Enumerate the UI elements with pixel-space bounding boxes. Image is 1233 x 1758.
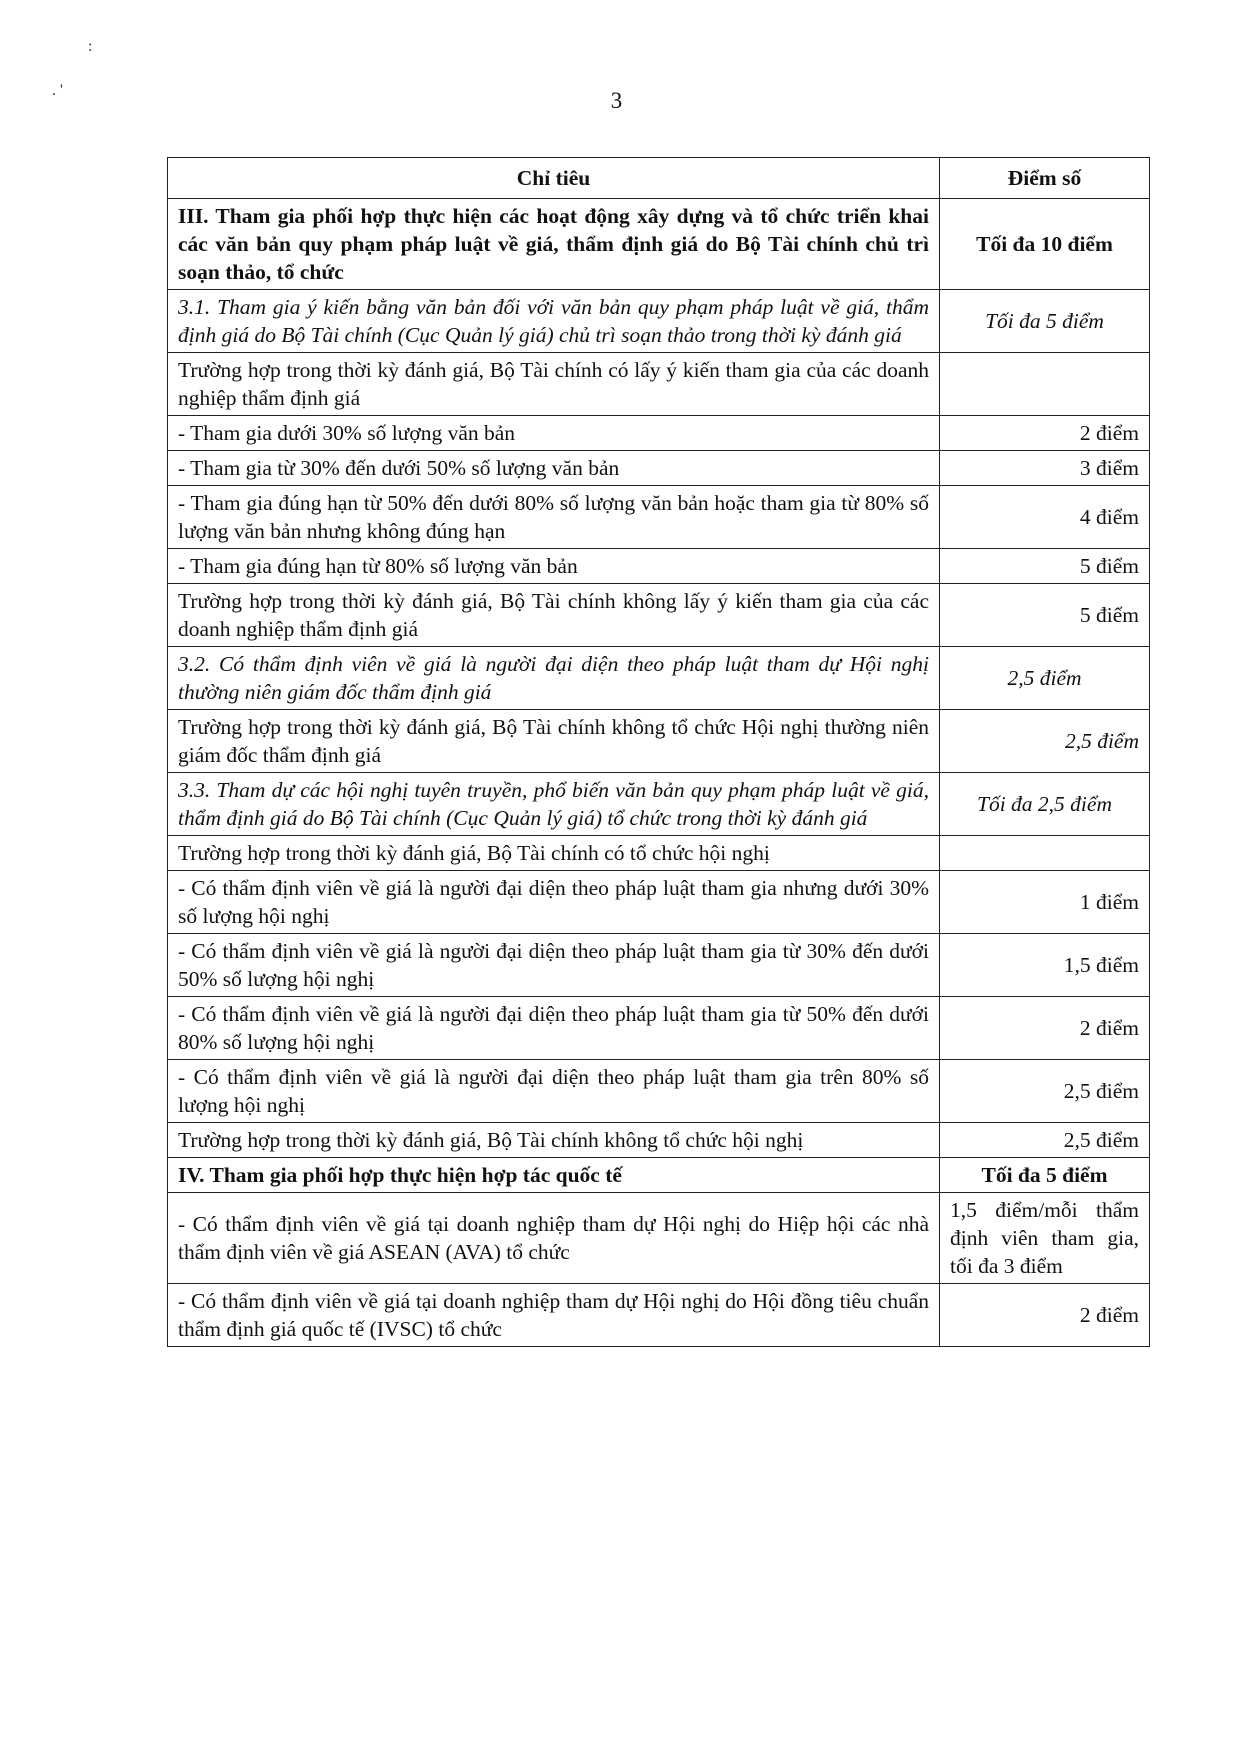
table-row (168, 353, 1150, 416)
criterion-cell: - Có thẩm định viên về giá là người đại diện theo pháp luật tham gia từ 50% đến dưới 80% số lượng hội nghị (168, 997, 940, 1060)
score-cell: 2 điểm (940, 416, 1150, 451)
criterion-cell: - Có thẩm định viên về giá là người đại diện theo pháp luật tham gia nhưng dưới 30% số lượng hội nghị (168, 871, 940, 934)
criterion-cell: - Tham gia từ 30% đến dưới 50% số lượng văn bản (168, 451, 940, 486)
criterion-cell: - Có thẩm định viên về giá tại doanh nghiệp tham dự Hội nghị do Hiệp hội các nhà thẩm định viên về giá ASEAN (AVA) tổ chức (168, 1193, 940, 1284)
score-cell: Tối đa 2,5 điểm (940, 773, 1150, 836)
score-cell: 2 điểm (940, 997, 1150, 1060)
score-cell: 3 điểm (940, 451, 1150, 486)
criterion-cell: 3.2. Có thẩm định viên về giá là người đại diện theo pháp luật tham dự Hội nghị thường niên giám đốc thẩm định giá (168, 647, 940, 710)
score-cell: 2,5 điểm (940, 647, 1150, 710)
criterion-cell: - Tham gia đúng hạn từ 80% số lượng văn bản (168, 549, 940, 584)
section-row (168, 1158, 1150, 1193)
score-cell (940, 836, 1150, 871)
header-criterion: Chỉ tiêu (168, 158, 940, 199)
score-cell: 4 điểm (940, 486, 1150, 549)
criterion-cell: - Có thẩm định viên về giá là người đại diện theo pháp luật tham gia trên 80% số lượng hội nghị (168, 1060, 940, 1123)
subsection-row (168, 290, 1150, 353)
score-cell: 1,5 điểm (940, 934, 1150, 997)
table-row (168, 1123, 1150, 1158)
scan-speck: : (88, 38, 93, 55)
criterion-cell: Trường hợp trong thời kỳ đánh giá, Bộ Tài chính có tổ chức hội nghị (168, 836, 940, 871)
table-row (168, 1284, 1150, 1347)
table-row (168, 416, 1150, 451)
header-score: Điểm số (940, 158, 1150, 199)
table-row (168, 451, 1150, 486)
score-cell: 2,5 điểm (940, 1060, 1150, 1123)
score-cell: Tối đa 5 điểm (940, 290, 1150, 353)
criterion-cell: - Có thẩm định viên về giá tại doanh nghiệp tham dự Hội nghị do Hội đồng tiêu chuẩn thẩm định giá quốc tế (IVSC) tổ chức (168, 1284, 940, 1347)
criteria-table (167, 157, 1150, 1347)
criterion-cell: - Tham gia dưới 30% số lượng văn bản (168, 416, 940, 451)
criterion-cell: III. Tham gia phối hợp thực hiện các hoạt động xây dựng và tổ chức triển khai các văn bản quy phạm pháp luật về giá, thẩm định giá do Bộ Tài chính chủ trì soạn thảo, tổ chức (168, 199, 940, 290)
score-cell (940, 353, 1150, 416)
subsection-row (168, 773, 1150, 836)
score-cell: Tối đa 5 điểm (940, 1158, 1150, 1193)
subsection-row (168, 647, 1150, 710)
criterion-cell: 3.1. Tham gia ý kiến bằng văn bản đối với văn bản quy phạm pháp luật về giá, thẩm định giá do Bộ Tài chính (Cục Quản lý giá) chủ trì soạn thảo trong thời kỳ đánh giá (168, 290, 940, 353)
page-number: 3 (610, 88, 623, 113)
criterion-cell: - Có thẩm định viên về giá là người đại diện theo pháp luật tham gia từ 30% đến dưới 50% số lượng hội nghị (168, 934, 940, 997)
criterion-cell: Trường hợp trong thời kỳ đánh giá, Bộ Tài chính không tổ chức Hội nghị thường niên giám đốc thẩm định giá (168, 710, 940, 773)
criterion-cell: IV. Tham gia phối hợp thực hiện hợp tác quốc tế (168, 1158, 940, 1193)
section-row (168, 199, 1150, 290)
table-row (168, 871, 1150, 934)
score-cell: 5 điểm (940, 549, 1150, 584)
table-header-row (168, 158, 1150, 199)
table-row (168, 997, 1150, 1060)
table-row (168, 836, 1150, 871)
score-cell: 2,5 điểm (940, 1123, 1150, 1158)
table-row (168, 934, 1150, 997)
criterion-cell: 3.3. Tham dự các hội nghị tuyên truyền, phổ biến văn bản quy phạm pháp luật về giá, thẩm định giá do Bộ Tài chính (Cục Quản lý giá) tổ chức trong thời kỳ đánh giá (168, 773, 940, 836)
scan-speck: . ' (52, 82, 63, 99)
criterion-cell: Trường hợp trong thời kỳ đánh giá, Bộ Tài chính không tổ chức hội nghị (168, 1123, 940, 1158)
table-row (168, 1060, 1150, 1123)
score-cell: 2,5 điểm (940, 710, 1150, 773)
table-row (168, 1193, 1150, 1284)
table-row (168, 584, 1150, 647)
table-row (168, 486, 1150, 549)
score-cell: 1 điểm (940, 871, 1150, 934)
table-row (168, 549, 1150, 584)
score-cell: 1,5 điểm/mỗi thẩm định viên tham gia, tối đa 3 điểm (940, 1193, 1150, 1284)
criterion-cell: Trường hợp trong thời kỳ đánh giá, Bộ Tài chính có lấy ý kiến tham gia của các doanh nghiệp thẩm định giá (168, 353, 940, 416)
score-cell: 2 điểm (940, 1284, 1150, 1347)
table-row (168, 710, 1150, 773)
criterion-cell: Trường hợp trong thời kỳ đánh giá, Bộ Tài chính không lấy ý kiến tham gia của các doanh nghiệp thẩm định giá (168, 584, 940, 647)
score-cell: 5 điểm (940, 584, 1150, 647)
criterion-cell: - Tham gia đúng hạn từ 50% đến dưới 80% số lượng văn bản hoặc tham gia từ 80% số lượng văn bản nhưng không đúng hạn (168, 486, 940, 549)
score-cell: Tối đa 10 điểm (940, 199, 1150, 290)
